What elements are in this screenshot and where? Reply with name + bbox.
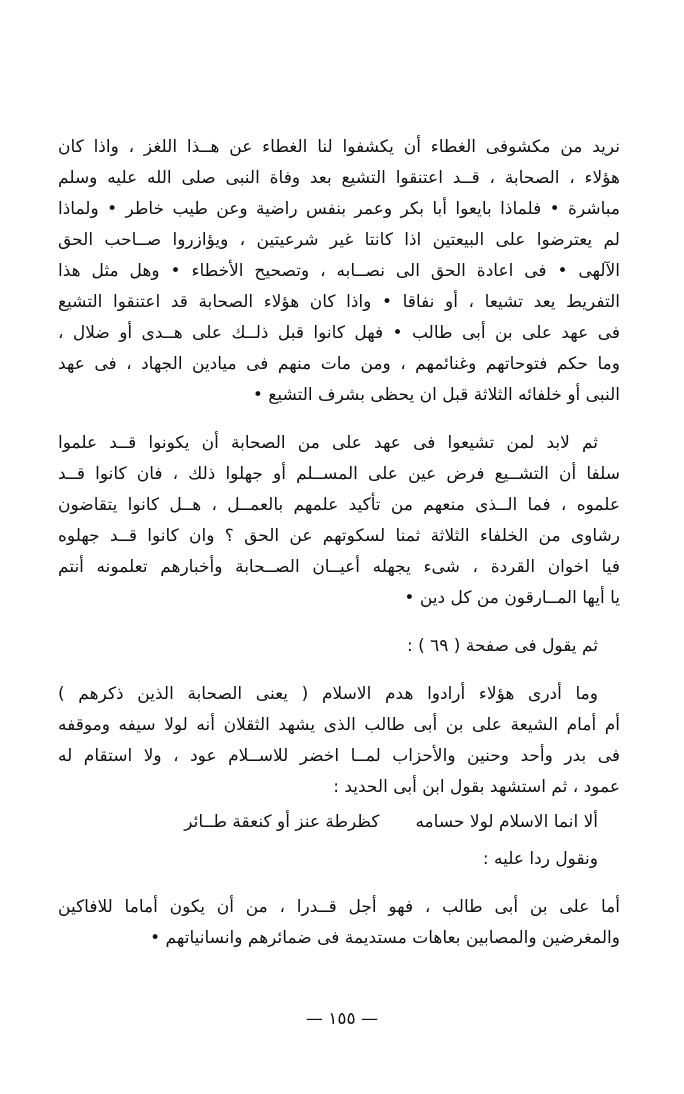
quote-paragraph — [58, 679, 620, 803]
text-line: لم يعترضوا على البيعتين اذا كانتا غير شرعيتين ، ويؤازروا صــاحب الحق — [58, 230, 620, 250]
text-line: وما حكم فتوحاتهم وغنائمهم ، ومن مات منهم فى ميادين الجهاد ، فى عهد — [58, 354, 620, 374]
reply-label: ونقول ردا عليه : — [482, 849, 598, 869]
paragraph-spacer — [58, 875, 620, 892]
text-line: أما على بن أبى طالب ، فهو أجل قــدرا ، من أن يكون أماما للافاكين — [58, 897, 620, 917]
text-line: أم أمام الشيعة على بن أبى طالب الذى يشهد الثقلان أنه لولا سيفه وموقفه — [58, 715, 620, 735]
text-line: رشاوى من الخلفاء الثلاثة ثمنا لسكوتهم عن الحق ؟ وان كانوا قــد جهلوه — [58, 526, 620, 546]
page-body — [58, 132, 620, 954]
text-line: مباشرة • فلماذا بايعوا أبا بكر وعمر بنفس راضية وعن طيب خاطر • ولماذا — [58, 199, 620, 219]
verse-first-hemistich: ألا انما الاسلام لولا حسامه — [415, 812, 598, 832]
text-line: هؤلاء ، الصحابة ، قــد اعتنقوا التشيع بعد وفاة النبى صلى الله عليه وسلم — [58, 168, 620, 188]
paragraph-spacer — [58, 411, 620, 428]
text-line: النبى أو خلفائه الثلاثة قبل ان يحظى بشرف التشيع • — [252, 385, 620, 405]
text-line: ثم لابد لمن تشيعوا فى عهد على من الصحابة أن يكونوا قــد علموا — [58, 433, 598, 453]
text-line: الآلهى • فى اعادة الحق الى نصــابه ، وتصحيح الأخطاء • وهل مثل هذا — [58, 261, 620, 281]
text-line: علموه ، فما الــذى منعهم من تأكيد علمهم بالعمــل ، هــل كانوا يتقاضون — [58, 495, 620, 515]
paragraph-1 — [58, 132, 620, 411]
paragraph-spacer — [58, 614, 620, 631]
text-line: وما أدرى هؤلاء أرادوا هدم الاسلام ( يعنى الصحابة الذين ذكرهم ) — [58, 684, 598, 704]
text-line: فى عهد على بن أبى طالب • فهل كانوا قبل ذلــك على هــدى أو ضلال ، — [58, 323, 620, 343]
verse-second-hemistich: كظرطة عنز أو كنعقة طــائر — [184, 812, 380, 832]
text-line: يا أيها المــارقون من كل دين • — [404, 588, 620, 608]
text-line: عمود ، ثم استشهد بقول ابن أبى الحديد : — [333, 777, 620, 797]
paragraph-spacer — [58, 662, 620, 679]
text-line: والمغرضين والمصابين بعاهات مستديمة فى ضمائرهم وانسانياتهم • — [150, 928, 620, 948]
page-number: — ١٥٥ — — [305, 1009, 379, 1029]
text-line: فى بدر وأحد وحنين والأحزاب لمــا اخضر للاســلام عود ، ولا استقام له — [58, 746, 620, 766]
section-heading: ثم يقول فى صفحة ( ٦٩ ) : — [406, 636, 598, 656]
text-line: نريد من مكشوفى الغطاء أن يكشفوا لنا الغطاء عن هــذا اللغز ، واذا كان — [58, 137, 620, 157]
text-line: فيا اخوان القردة ، شىء يجهله أعيــان الصــحابة وأخبارهم تعلمونه أنتم — [58, 557, 620, 577]
paragraph-2 — [58, 428, 620, 614]
reply-paragraph — [58, 892, 620, 954]
poetry-verse — [58, 803, 620, 844]
text-line: التفريط يعد تشيعا ، أو نفاقا • واذا كان هؤلاء الصحابة قد اعتنقوا التشيع — [58, 292, 620, 312]
text-line: سلفا أن التشــيع فرض عين على المســلم أو جهلوا ذلك ، فان كانوا قــد — [58, 464, 620, 484]
